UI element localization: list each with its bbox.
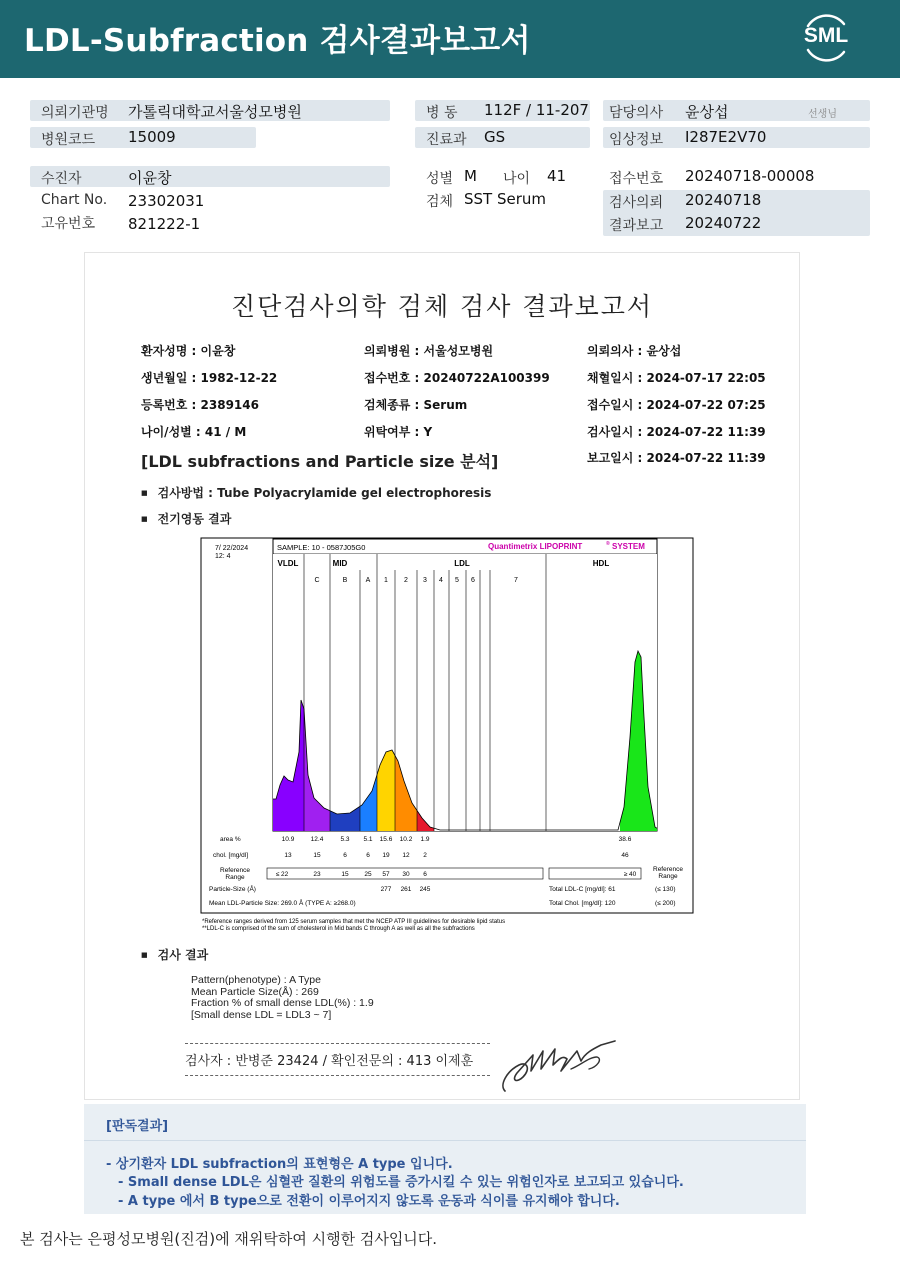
patient-value: 이윤창	[128, 169, 172, 187]
age-value: 41	[547, 167, 567, 185]
report-date-label: 결과보고	[609, 218, 664, 234]
svg-text:6: 6	[423, 871, 427, 878]
report-title: LDL-Subfraction 검사결과보고서	[24, 23, 531, 59]
svg-text:38.6: 38.6	[618, 836, 632, 843]
band-label: 1	[384, 577, 388, 584]
summary-mean-size: Mean Particle Size(Å) : 269	[191, 985, 319, 998]
ref-label-hdl-2: Range	[658, 873, 678, 880]
lab-report-scan	[84, 252, 800, 1100]
footnote-1: *Reference ranges derived from 125 serum samples that met the NCEP ATP III guidelines for desirable lipid status	[202, 919, 506, 925]
doctor-suffix: 선생님	[808, 109, 837, 120]
results-summary	[191, 975, 374, 1021]
institution-label: 의뢰기관명	[41, 105, 109, 121]
particle-values	[381, 886, 431, 893]
lipoprint-sample: SAMPLE: 10 - 0587J05G0	[277, 543, 366, 552]
unique-value: 821222-1	[128, 215, 201, 233]
interpretation-line-3: - A type 에서 B type으로 전환이 이루어지지 않도록 운동과 식이를 유지해야 합니다.	[118, 1194, 620, 1209]
svg-text:≥ 40: ≥ 40	[623, 871, 637, 878]
svg-text:12: 12	[402, 852, 410, 859]
band-label: C	[314, 577, 320, 584]
sign-divider-bottom	[185, 1075, 490, 1076]
svg-text:15: 15	[313, 852, 321, 859]
sex-label: 성별	[426, 171, 454, 187]
report-heading: 진단검사의학 검체 검사 결과보고서	[230, 292, 654, 321]
clinical-value: I287E2V70	[685, 128, 767, 146]
info-bar	[30, 166, 390, 187]
field-doctor: 의뢰의사 : 윤상섭	[587, 344, 682, 358]
footnote-2: **LDL-C is comprised of the sum of cholesterol in Mid bands C through A as well as all the subfractions	[202, 926, 475, 932]
group-hdl: HDL	[592, 559, 610, 568]
sign-divider-top	[185, 1043, 490, 1044]
band-label: 5	[455, 577, 459, 584]
svg-text:1.9: 1.9	[420, 836, 430, 843]
hospital-code-value: 15009	[128, 128, 176, 146]
lipoprint-brand-suffix: SYSTEM	[612, 542, 645, 551]
logo-text: SML	[803, 24, 849, 47]
sex-value: M	[464, 167, 477, 185]
registered-mark-icon: ®	[606, 541, 610, 547]
svg-text:5.1: 5.1	[363, 836, 373, 843]
summary-definition: [Small dense LDL = LDL3 ~ 7]	[191, 1008, 332, 1021]
dept-value: GS	[484, 128, 506, 146]
interpretation-divider	[84, 1140, 806, 1141]
field-tested-time: 검사일시 : 2024-07-22 11:39	[587, 425, 766, 439]
svg-text:≤ 22: ≤ 22	[275, 871, 289, 878]
group-ldl: LDL	[454, 559, 470, 568]
field-hospital: 의뢰병원 : 서울성모병원	[364, 344, 494, 358]
analysis-subtitle: [LDL subfractions and Particle size 분석]	[141, 452, 499, 471]
total-ldl-ref: (≤ 130)	[655, 886, 676, 893]
field-dob: 생년월일 : 1982-12-22	[141, 371, 278, 385]
specimen-value: SST Serum	[464, 190, 547, 208]
svg-text:23: 23	[313, 871, 321, 878]
header-bar	[0, 0, 900, 78]
particle-size-label: Particle-Size (Å)	[209, 886, 256, 893]
dept-label: 진료과	[426, 132, 467, 148]
lipoprint-brand: Quantimetrix LIPOPRINT	[488, 542, 583, 551]
group-mid: MID	[332, 559, 348, 568]
svg-text:6: 6	[343, 852, 347, 859]
svg-text:277: 277	[380, 886, 392, 893]
total-chol: Total Chol. [mg/dl]: 120	[549, 900, 616, 907]
svg-text:2: 2	[423, 852, 427, 859]
request-label: 검사의뢰	[609, 195, 664, 211]
receipt-label: 접수번호	[609, 171, 664, 187]
outsourcing-note: 본 검사는 은평성모병원(진검)에 재위탁하여 시행한 검사입니다.	[20, 1230, 438, 1248]
ref-label-2: Range	[225, 874, 245, 881]
receipt-value: 20240718-00008	[685, 167, 815, 185]
ref-label-1: Reference	[220, 867, 250, 874]
interpretation-title: [판독결과]	[106, 1119, 169, 1134]
chart-label: Chart No.	[41, 192, 108, 208]
doctor-value: 윤상섭	[685, 103, 729, 121]
total-chol-ref: (≤ 200)	[655, 900, 676, 907]
hospital-code-label: 병원코드	[41, 132, 96, 148]
band-label: 4	[439, 577, 443, 584]
total-ldl: Total LDL-C [mg/dl]: 61	[549, 886, 616, 893]
band-label: 7	[514, 577, 518, 584]
densitometry-curve	[273, 537, 660, 837]
institution-value: 가톨릭대학교서울성모병원	[128, 103, 302, 121]
svg-text:19: 19	[382, 852, 390, 859]
group-vldl: VLDL	[277, 559, 299, 568]
svg-text:25: 25	[364, 871, 372, 878]
clinical-label: 임상정보	[609, 132, 664, 148]
interpretation-box	[84, 1104, 806, 1214]
field-age-sex: 나이/성별 : 41 / M	[141, 425, 247, 439]
band-label: B	[342, 577, 348, 584]
signature-image	[497, 1035, 622, 1097]
svg-text:5.3: 5.3	[340, 836, 350, 843]
signer-line: 검사자 : 반병준 23424 / 확인전문의 : 413 이제훈	[185, 1054, 474, 1069]
specimen-label: 검체	[426, 194, 454, 210]
method-line: ■ 검사방법 : Tube Polyacrylamide gel electrophoresis	[141, 484, 491, 501]
svg-text:15: 15	[341, 871, 349, 878]
lipoprint-time: 12: 4	[215, 553, 231, 560]
request-value: 20240718	[685, 191, 762, 209]
svg-text:30: 30	[402, 871, 410, 878]
svg-text:10.2: 10.2	[399, 836, 413, 843]
doctor-label: 담당의사	[609, 105, 664, 121]
field-reported-time: 보고일시 : 2024-07-22 11:39	[587, 451, 766, 465]
ward-label: 병 동	[426, 105, 458, 121]
field-patient-name: 환자성명 : 이윤창	[141, 344, 236, 358]
patient-label: 수진자	[41, 171, 82, 187]
row-chol-label: chol. [mg/dl]	[213, 852, 249, 859]
chart-value: 23302031	[128, 192, 205, 210]
svg-text:15.6: 15.6	[379, 836, 393, 843]
interpretation-line-1: - 상기환자 LDL subfraction의 표현형은 A type 입니다.	[106, 1157, 453, 1172]
svg-text:12.4: 12.4	[310, 836, 324, 843]
lipoprint-panel	[200, 537, 700, 937]
band-label: 2	[404, 577, 408, 584]
field-regno: 등록번호 : 2389146	[141, 398, 259, 412]
mean-ldl-size: Mean LDL-Particle Size: 269.0 Å (TYPE A: ≥268.0)	[209, 900, 356, 907]
field-outsourced: 위탁여부 : Y	[364, 425, 433, 439]
age-label: 나이	[503, 171, 531, 187]
band-label: A	[365, 577, 371, 584]
results-heading: ■ 검사 결과	[141, 946, 208, 963]
field-specimen: 검체종류 : Serum	[364, 398, 468, 412]
lipoprint-date: 7/ 22/2024	[215, 545, 249, 552]
svg-text:10.9: 10.9	[281, 836, 295, 843]
sml-logo	[798, 12, 854, 62]
summary-pattern: Pattern(phenotype) : A Type	[191, 974, 321, 986]
band-label: 3	[423, 577, 427, 584]
ward-value: 112F / 11-207	[484, 101, 589, 119]
row-area-label: area %	[220, 836, 241, 843]
svg-text:13: 13	[284, 852, 292, 859]
field-collect-time: 채혈일시 : 2024-07-17 22:05	[587, 371, 766, 385]
svg-text:57: 57	[382, 871, 390, 878]
svg-text:46: 46	[621, 852, 629, 859]
ref-label-hdl-1: Reference	[653, 866, 683, 873]
band-label: 6	[471, 577, 475, 584]
report-date-value: 20240722	[685, 214, 762, 232]
svg-text:245: 245	[419, 886, 431, 893]
summary-fraction: Fraction % of small dense LDL(%) : 1.9	[191, 997, 374, 1009]
field-received-time: 접수일시 : 2024-07-22 07:25	[587, 398, 766, 412]
svg-text:261: 261	[400, 886, 412, 893]
unique-label: 고유번호	[41, 216, 96, 232]
electro-heading: ■ 전기영동 결과	[141, 510, 231, 527]
svg-text:6: 6	[366, 852, 370, 859]
interpretation-line-2: - Small dense LDL은 심혈관 질환의 위험도를 증가시킬 수 있는 위험인자로 보고되고 있습니다.	[118, 1175, 684, 1190]
field-receipt: 접수번호 : 20240722A100399	[364, 371, 550, 385]
